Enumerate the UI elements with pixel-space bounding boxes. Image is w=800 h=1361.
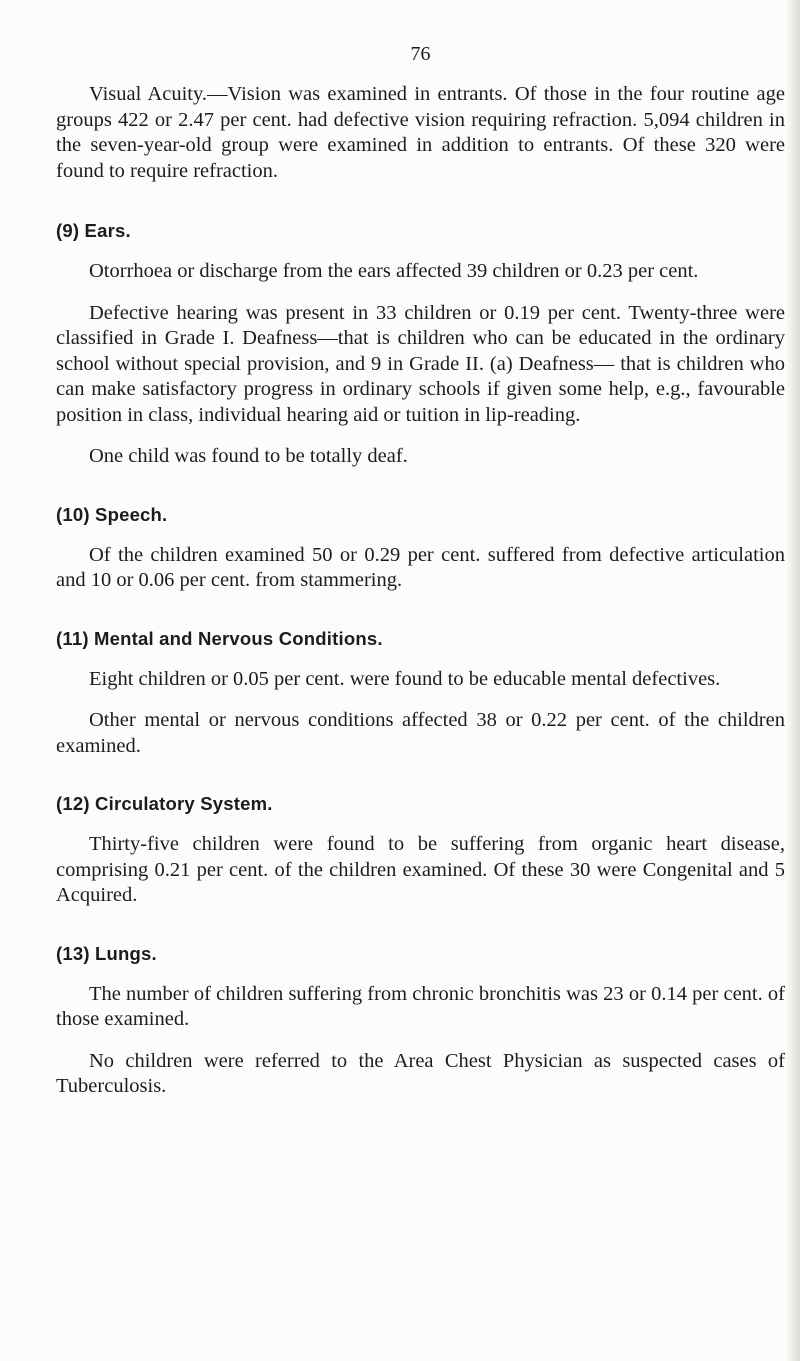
mental-paragraph-nervous: Other mental or nervous conditions affected 38 or 0.22 per cent. of the children examined. <box>56 709 785 757</box>
page-number: 76 <box>410 43 431 65</box>
mental-paragraph-educable: Eight children or 0.05 per cent. were found to be educable mental defectives. <box>89 667 721 690</box>
visual-acuity-paragraph: Visual Acuity.—Vision was examined in entrants. Of those in the four routine age groups 422 or 2.47 per cent. had defective vision requiring refraction. 5,094 children in the seven-year-old group were examined in addition to entrants. Of these 320 were found to require refraction. <box>56 83 785 182</box>
ears-paragraph-otorrhoea: Otorrhoea or discharge from the ears affected 39 children or 0.23 per cent. <box>89 260 699 282</box>
page-body <box>56 82 785 1100</box>
ears-paragraph-hearing: Defective hearing was present in 33 children or 0.19 per cent. Twenty-three were classified in Grade I. Deafness—that is children who can be educated in the ordinary school without special provision, and 9 in Grade II. (a) Deafness— that is children who can make satisfactory progress in ordinary schools if given some help, e.g., favourable position in class, individual hearing aid or tuition in lip-reading. <box>56 301 785 426</box>
ears-heading: (9) Ears. <box>56 220 131 241</box>
ears-paragraph-deaf: One child was found to be totally deaf. <box>89 445 408 467</box>
ears-section <box>56 219 785 470</box>
circulatory-paragraph: Thirty-five children were found to be suffering from organic heart disease, comprising 0.21 per cent. of the children examined. Of these 30 were Congenital and 5 Acquired. <box>56 833 785 906</box>
circulatory-heading: (12) Circulatory System. <box>56 793 273 814</box>
lungs-paragraph-tuberculosis: No children were referred to the Area Chest Physician as suspected cases of Tuberculosis. <box>56 1049 785 1097</box>
speech-heading: (10) Speech. <box>56 503 168 525</box>
document-page <box>56 0 785 1361</box>
mental-heading: (11) Mental and Nervous Conditions. <box>56 627 383 649</box>
lungs-paragraph-bronchitis: The number of children suffering from chronic bronchitis was 23 or 0.14 per cent. of those examined. <box>56 982 785 1030</box>
lungs-heading: (13) Lungs. <box>56 942 157 964</box>
circulatory-section <box>56 792 785 909</box>
page-edge-shadow <box>786 0 800 1361</box>
lungs-section <box>56 942 785 1100</box>
speech-section <box>56 503 785 594</box>
mental-section <box>56 627 785 760</box>
speech-paragraph: Of the children examined 50 or 0.29 per cent. suffered from defective articulation and 10 or 0.06 per cent. from stammering. <box>56 543 785 591</box>
